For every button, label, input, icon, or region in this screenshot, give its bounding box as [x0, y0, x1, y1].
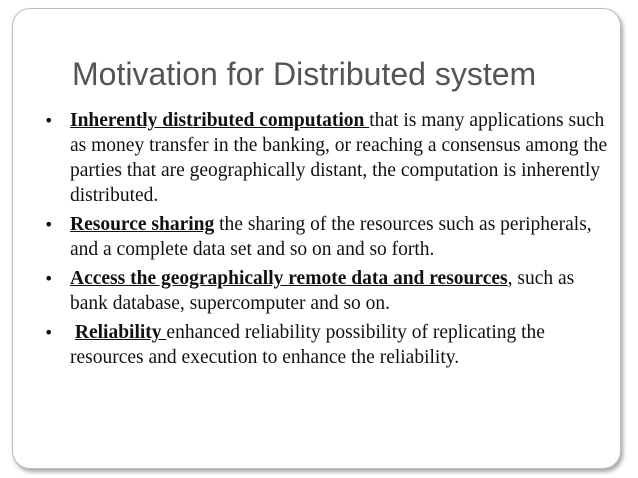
bullet-term: Resource sharing	[70, 214, 215, 235]
bullet-icon: •	[44, 323, 54, 342]
bullet-item	[44, 212, 614, 262]
bullet-list	[44, 108, 614, 374]
bullet-item	[44, 266, 614, 316]
slide-title: Motivation for Distributed system	[72, 56, 537, 92]
bullet-term: Reliability	[74, 322, 167, 343]
bullet-term: Access the geographically remote data and resources	[70, 268, 508, 289]
bullet-item	[44, 108, 614, 208]
bullet-icon: •	[44, 269, 54, 288]
bullet-icon: •	[44, 215, 54, 234]
bullet-text: enhanced reliability possibility of replicating the resources and execution to enhance the reliability.	[70, 322, 545, 368]
bullet-term: Inherently distributed computation	[70, 110, 370, 131]
bullet-text: the sharing of the resources such as peripherals, and a complete data set and so on and so forth.	[70, 214, 592, 260]
bullet-icon: •	[44, 111, 54, 130]
bullet-text: that is many applications such as money transfer in the banking, or reaching a consensus among the parties that are geographically distant, the computation is inherently distributed.	[70, 110, 608, 206]
bullet-item	[44, 320, 614, 370]
bullet-text: , such as bank database, supercomputer and so on.	[70, 268, 575, 314]
